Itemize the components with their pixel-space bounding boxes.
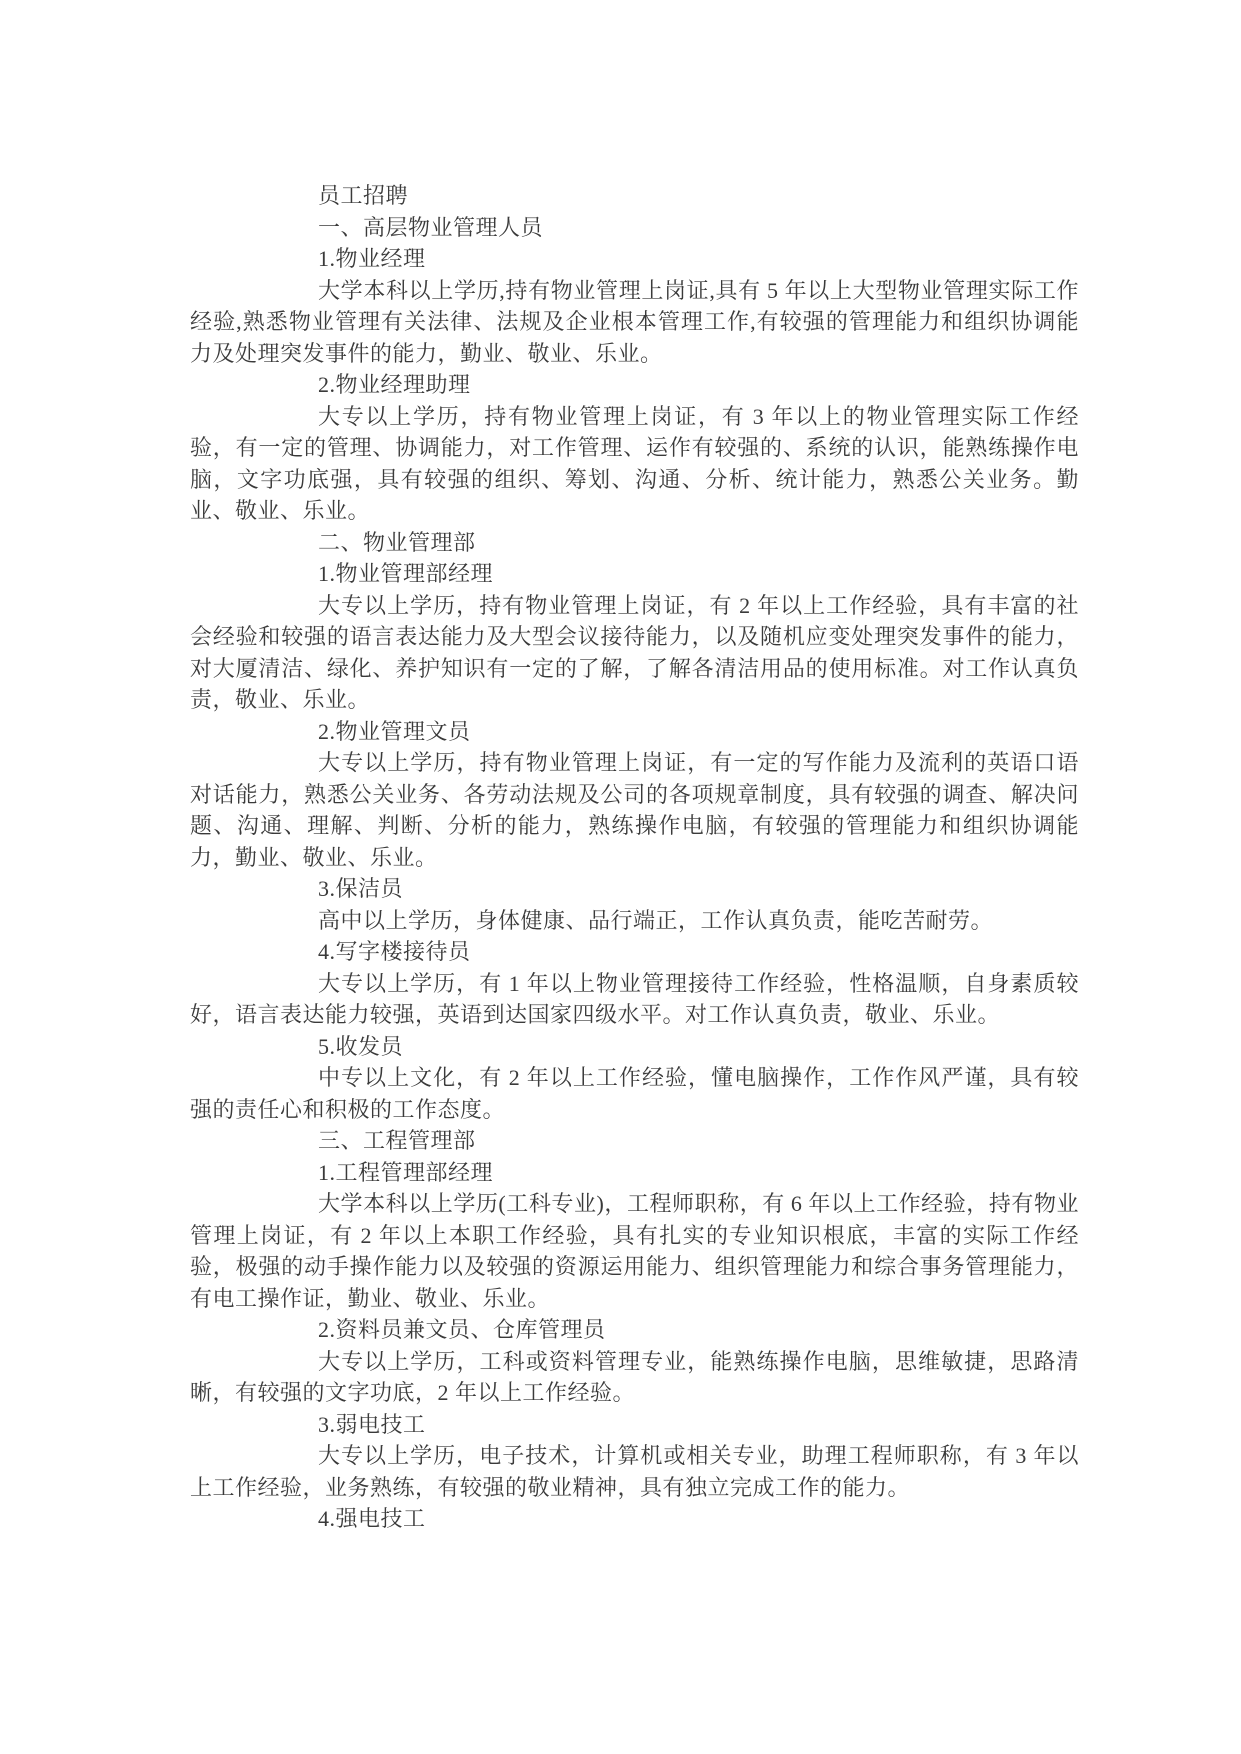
job-title: 1.物业管理部经理 [318, 561, 494, 586]
job-title: 1.工程管理部经理 [318, 1159, 494, 1185]
job-title: 4.强电技工 [318, 1506, 426, 1531]
job-description: 大专以上学历，工科或资料管理专业，能熟练操作电脑，思维敏捷，思路清晰，有较强的文字功底，2 年以上工作经验。 [190, 1348, 1079, 1405]
section-heading: 二、物业管理部 [318, 529, 476, 555]
job-title: 5.收发员 [318, 1033, 404, 1059]
job-description: 大专以上学历，持有物业管理上岗证，有一定的写作能力及流利的英语口语对话能力，熟悉公关业务、各劳动法规及公司的各项规章制度，具有较强的调查、解决问题、沟通、理解、判断、分析的能力，熟练操作电脑，有较强的管理能力和组织协调能力，勤业、敬业、乐业。 [190, 750, 1079, 870]
doc-title: 员工招聘 [318, 183, 409, 208]
job-description: 高中以上学历，身体健康、品行端正，工作认真负责，能吃苦耐劳。 [318, 907, 994, 933]
job-description: 大专以上学历，持有物业管理上岗证，有 2 年以上工作经验，具有丰富的社会经验和较强的语言表达能力及大型会议接待能力，以及随机应变处理突发事件的能力，对大厦清洁、绿化、养护知识有一定的了解，了解各清洁用品的使用标准。对工作认真负责，敬业、乐业。 [190, 592, 1079, 712]
job-title: 3.保洁员 [318, 876, 404, 901]
job-title: 4.写字楼接待员 [318, 939, 471, 964]
job-title: 1.物业经理 [318, 246, 426, 271]
job-description: 大专以上学历，有 1 年以上物业管理接待工作经验，性格温顺，自身素质较好，语言表达能力较强，英语到达国家四级水平。对工作认真负责，敬业、乐业。 [190, 970, 1079, 1027]
job-description: 中专以上文化，有 2 年以上工作经验，懂电脑操作，工作作风严谨，具有较强的责任心和积极的工作态度。 [190, 1065, 1079, 1122]
job-title: 3.弱电技工 [318, 1411, 426, 1437]
job-description: 大学本科以上学历,持有物业管理上岗证,具有 5 年以上大型物业管理实际工作经验,熟悉物业管理有关法律、法规及企业根本管理工作,有较强的管理能力和组织协调能力及处理突发事件的能力，勤业、敬业、乐业。 [190, 277, 1079, 366]
job-title: 2.物业经理助理 [318, 372, 471, 397]
job-title: 2.物业管理文员 [318, 718, 471, 744]
job-description: 大专以上学历，电子技术，计算机或相关专业，助理工程师职称，有 3 年以上工作经验，业务熟练，有较强的敬业精神，具有独立完成工作的能力。 [190, 1443, 1079, 1500]
job-description: 大学本科以上学历(工科专业)，工程师职称，有 6 年以上工作经验，持有物业管理上岗证，有 2 年以上本职工作经验，具有扎实的专业知识根底，丰富的实际工作经验，极强的动手操作能力以及较强的资源运用能力、组织管理能力和综合事务管理能力，有电工操作证，勤业、敬业、乐业。 [190, 1191, 1079, 1311]
section-heading: 三、工程管理部 [318, 1128, 476, 1153]
section-heading: 一、高层物业管理人员 [318, 214, 544, 240]
job-description: 大专以上学历，持有物业管理上岗证，有 3 年以上的物业管理实际工作经验，有一定的管理、协调能力，对工作管理、运作有较强的、系统的认识，能熟练操作电脑，文字功底强，具有较强的组织、筹划、沟通、分析、统计能力，熟悉公关业务。勤业、敬业、乐业。 [190, 403, 1079, 523]
job-title: 2.资料员兼文员、仓库管理员 [318, 1317, 606, 1342]
